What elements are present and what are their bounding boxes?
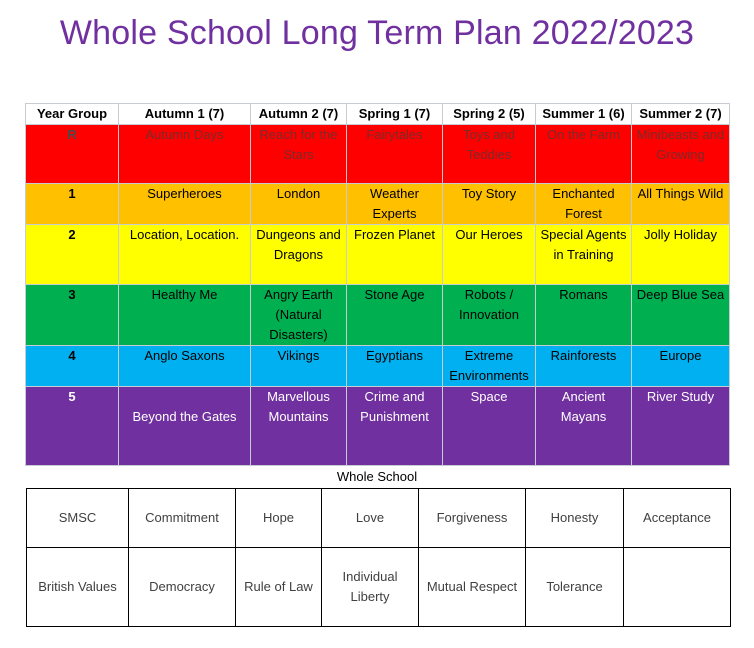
year-group-cell: 5	[26, 387, 119, 466]
header-summer-1: Summer 1 (6)	[536, 104, 632, 125]
value-cell: Hope	[236, 489, 322, 548]
value-cell: Commitment	[129, 489, 236, 548]
topic-cell: Anglo Saxons	[119, 346, 251, 387]
table-row	[26, 125, 730, 184]
topic-cell: Dungeons and Dragons	[251, 225, 347, 285]
table-row	[27, 548, 731, 627]
value-cell: Tolerance	[526, 548, 624, 627]
year-group-cell: 4	[26, 346, 119, 387]
topic-cell: Beyond the Gates	[119, 387, 251, 466]
topic-cell: London	[251, 184, 347, 225]
topic-cell: Crime and Punishment	[347, 387, 443, 466]
topic-cell: Egyptians	[347, 346, 443, 387]
year-group-cell: 1	[26, 184, 119, 225]
topic-cell: Location, Location.	[119, 225, 251, 285]
topic-cell: Toys and Teddies	[443, 125, 536, 184]
topic-cell: Toy Story	[443, 184, 536, 225]
topic-cell: Minibeasts and Growing	[632, 125, 730, 184]
topic-cell: All Things Wild	[632, 184, 730, 225]
topic-cell: Space	[443, 387, 536, 466]
whole-school-caption: Whole School	[336, 469, 418, 484]
topic-cell: Jolly Holiday	[632, 225, 730, 285]
topic-cell: Healthy Me	[119, 285, 251, 346]
topic-cell: Marvellous Mountains	[251, 387, 347, 466]
page-title: Whole School Long Term Plan 2022/2023	[59, 14, 695, 52]
table-row	[26, 225, 730, 285]
table-row	[26, 387, 730, 466]
header-spring-2: Spring 2 (5)	[443, 104, 536, 125]
topic-cell: Autumn Days	[119, 125, 251, 184]
header-autumn-1: Autumn 1 (7)	[119, 104, 251, 125]
topic-cell: Reach for the Stars	[251, 125, 347, 184]
topic-cell: Rainforests	[536, 346, 632, 387]
topic-cell: Enchanted Forest	[536, 184, 632, 225]
topic-cell: Robots / Innovation	[443, 285, 536, 346]
value-cell: Individual Liberty	[322, 548, 419, 627]
value-cell: Love	[322, 489, 419, 548]
row-label-british-values: British Values	[27, 548, 129, 627]
empty-cell	[624, 548, 731, 627]
year-group-cell: 3	[26, 285, 119, 346]
value-cell: Rule of Law	[236, 548, 322, 627]
whole-school-table	[26, 488, 731, 627]
topic-cell: Ancient Mayans	[536, 387, 632, 466]
header-autumn-2: Autumn 2 (7)	[251, 104, 347, 125]
value-cell: Mutual Respect	[419, 548, 526, 627]
year-group-cell: R	[26, 125, 119, 184]
topic-cell: Stone Age	[347, 285, 443, 346]
table-row	[26, 184, 730, 225]
topic-cell: Deep Blue Sea	[632, 285, 730, 346]
long-term-plan-table	[25, 103, 730, 466]
topic-cell: Fairytales	[347, 125, 443, 184]
topic-cell: Weather Experts	[347, 184, 443, 225]
topic-cell: Frozen Planet	[347, 225, 443, 285]
row-label-smsc: SMSC	[27, 489, 129, 548]
topic-cell: River Study	[632, 387, 730, 466]
topic-cell: Romans	[536, 285, 632, 346]
table-row	[27, 489, 731, 548]
topic-cell: Superheroes	[119, 184, 251, 225]
header-summer-2: Summer 2 (7)	[632, 104, 730, 125]
header-year-group: Year Group	[26, 104, 119, 125]
table-row	[26, 346, 730, 387]
topic-cell: Angry Earth (Natural Disasters)	[251, 285, 347, 346]
topic-cell: On the Farm	[536, 125, 632, 184]
value-cell: Forgiveness	[419, 489, 526, 548]
table-row	[26, 285, 730, 346]
value-cell: Acceptance	[624, 489, 731, 548]
value-cell: Democracy	[129, 548, 236, 627]
topic-cell: Our Heroes	[443, 225, 536, 285]
value-cell: Honesty	[526, 489, 624, 548]
topic-cell: Special Agents in Training	[536, 225, 632, 285]
header-spring-1: Spring 1 (7)	[347, 104, 443, 125]
table-header-row	[26, 104, 730, 125]
topic-cell: Vikings	[251, 346, 347, 387]
year-group-cell: 2	[26, 225, 119, 285]
topic-cell: Europe	[632, 346, 730, 387]
topic-cell: Extreme Environments	[443, 346, 536, 387]
